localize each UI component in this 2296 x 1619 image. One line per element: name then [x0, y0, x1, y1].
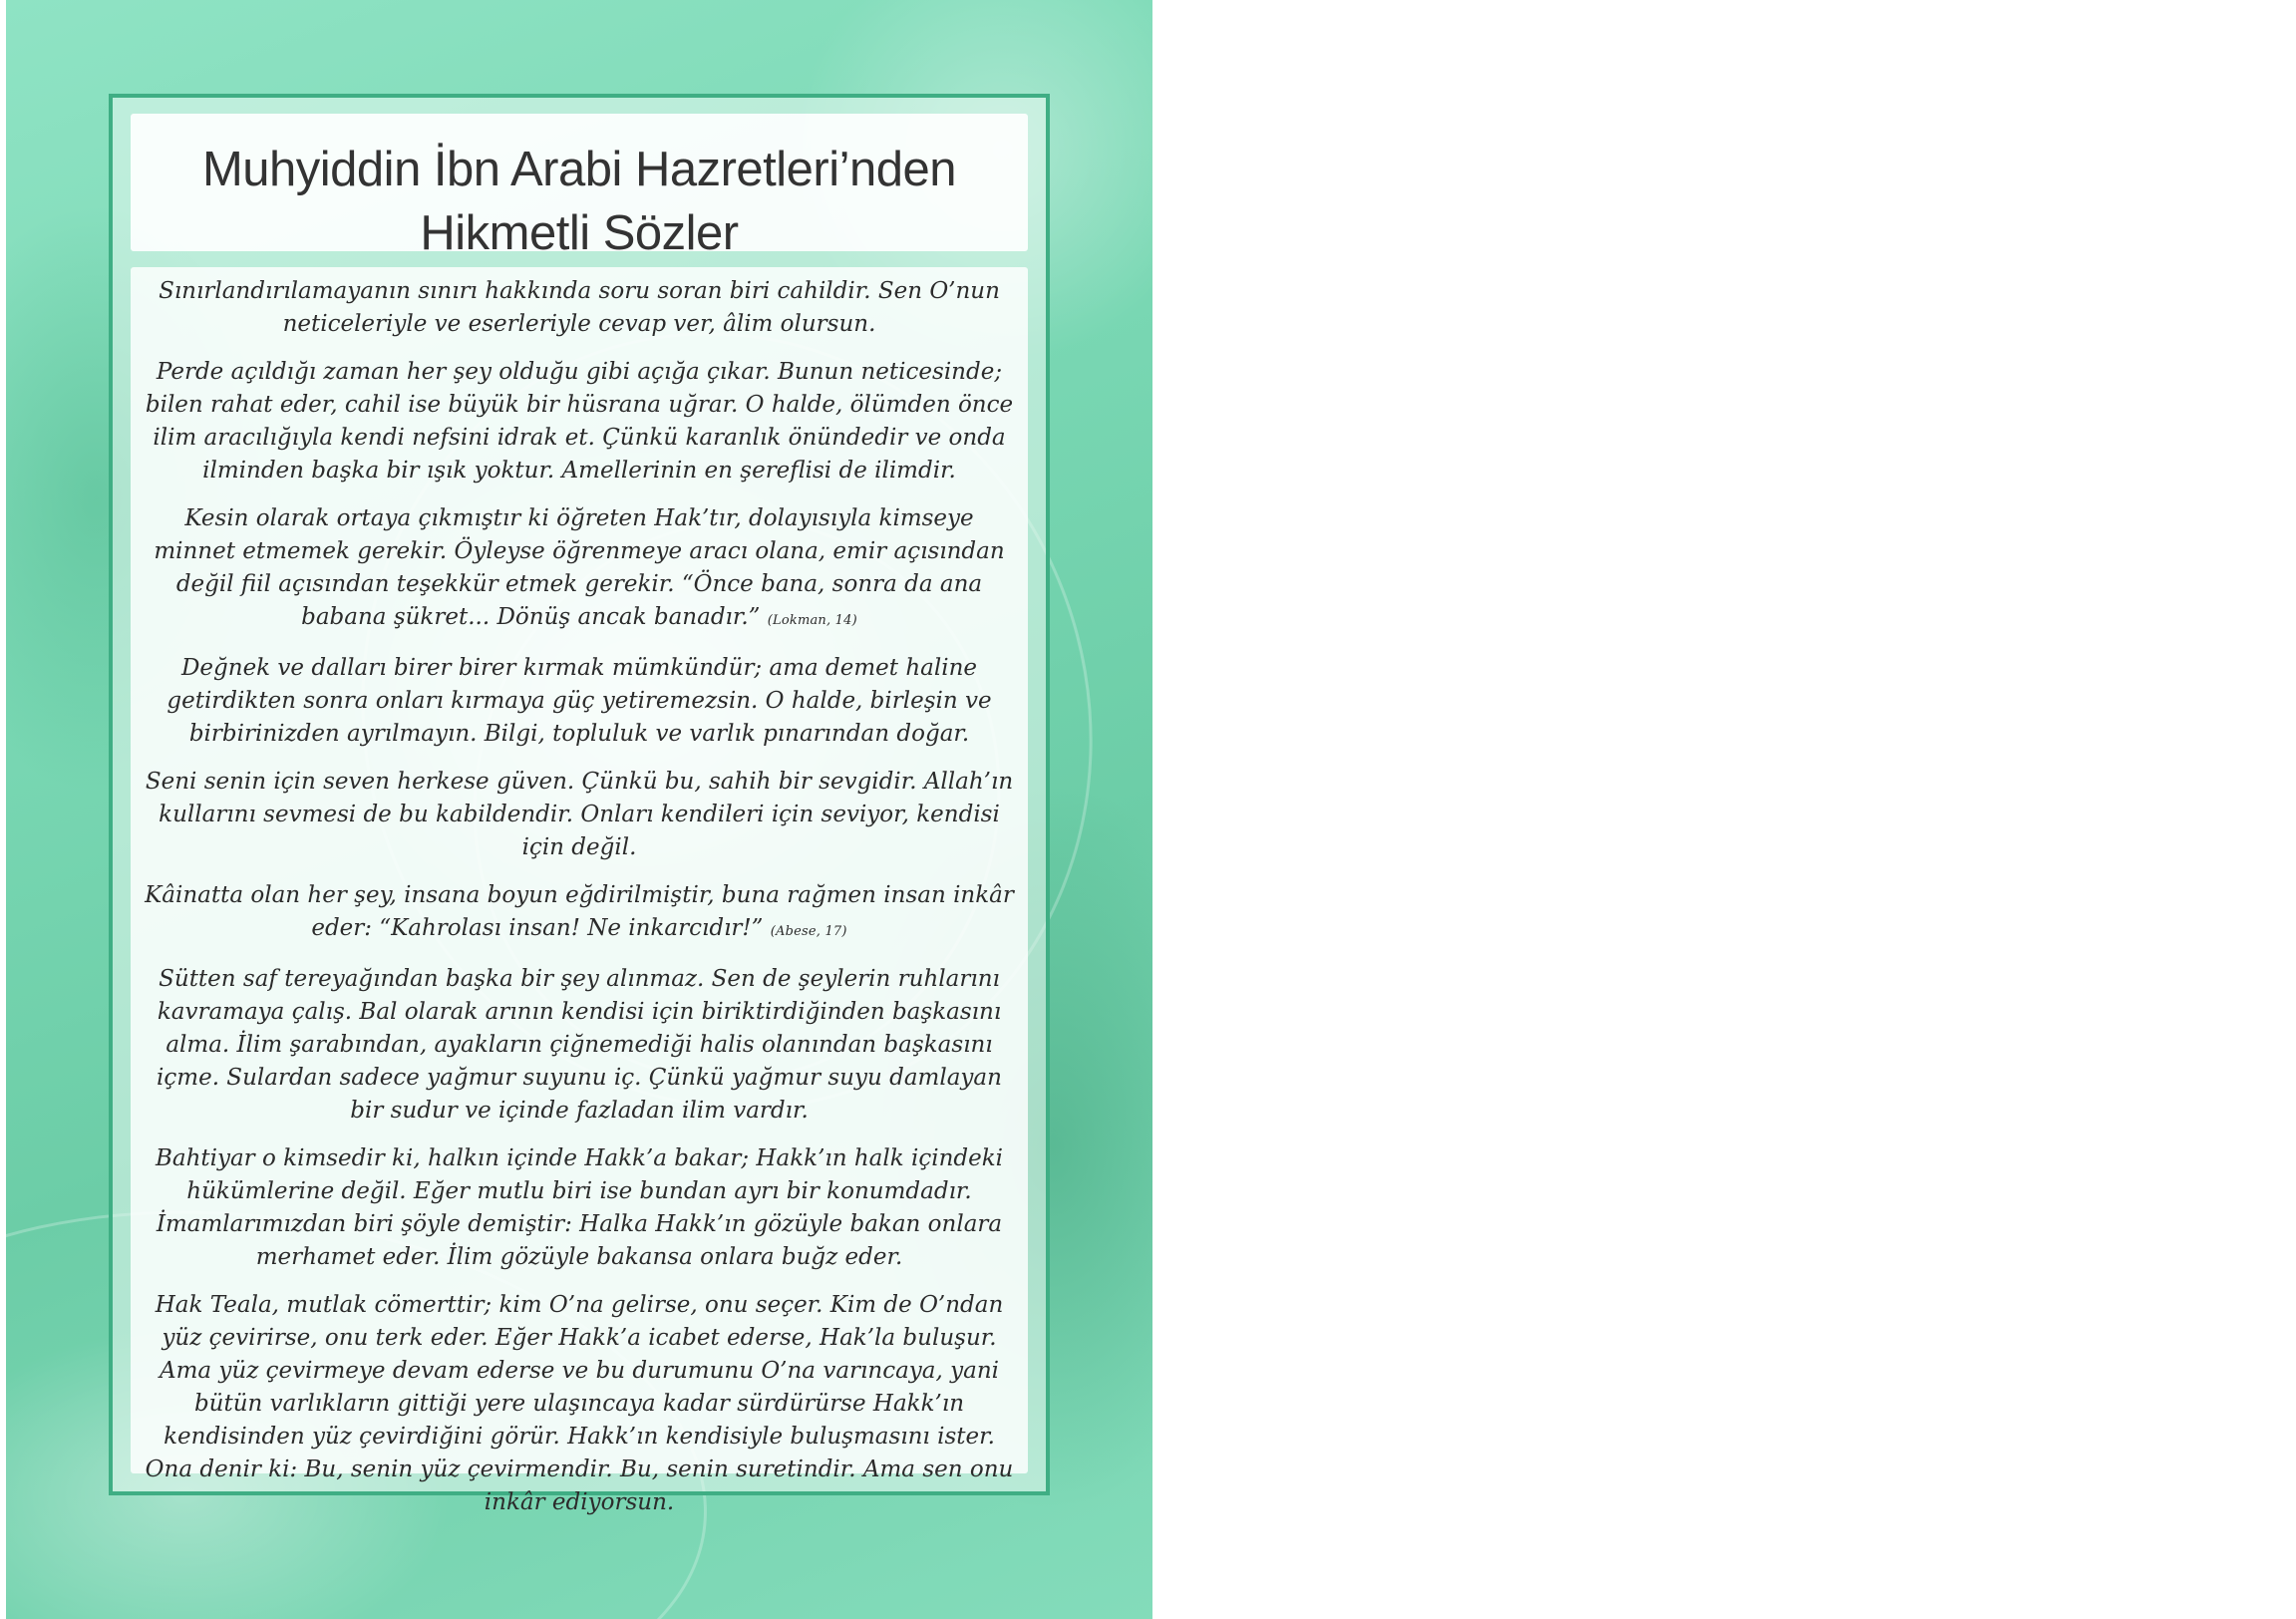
document-page: [6, 0, 1152, 1619]
quote-reference: (Lokman, 14): [767, 613, 857, 628]
quote-9: [143, 1289, 1016, 1519]
quote-1: [143, 275, 1016, 341]
title-box: [131, 114, 1028, 260]
page-title: [131, 114, 1028, 265]
quotes-box: [131, 267, 1028, 1515]
quote-text: Sütten saf tereyağından başka bir şey alınmaz. Sen de şeylerin ruhlarını kavramaya çalış. Bal olarak arının kendisi için biriktirdiğinden başkasını alma. İlim şarabından, ayakların çiğnemediği halis olanından başkasını içme. Sulardan sadece yağmur suyunu iç. Çünkü yağmur suyu damlayan bir sudur ve içinde fazladan ilim vardır.: [157, 966, 1002, 1124]
quote-text: Kâinatta olan her şey, insana boyun eğdirilmiştir, buna rağmen insan inkâr eder: “Kahrolası insan! Ne inkarcıdır!”: [145, 882, 1014, 941]
quote-reference: (Abese, 17): [770, 924, 847, 939]
quote-4: [143, 652, 1016, 751]
quote-6: [143, 879, 1016, 948]
quote-text: Değnek ve dalları birer birer kırmak mümkündür; ama demet haline getirdikten sonra onları kırmaya güç yetiremezsin. O halde, birleşin ve birbirinizden ayrılmayın. Bilgi, topluluk ve varlık pınarından doğar.: [166, 655, 992, 747]
quote-text: Hak Teala, mutlak cömerttir; kim O’na gelirse, onu seçer. Kim de O’ndan yüz çevirirse, onu terk eder. Eğer Hakk’a icabet ederse, Hak’la buluşur. Ama yüz çevirmeye devam ederse ve bu durumunu O’na varıncaya, yani bütün varlıkların gittiği yere ulaşıncaya kadar sürdürürse Hakk’ın kendisinden yüz çevirdiğini görür. Hakk’ın kendisiyle buluşmasını ister. Ona denir ki: Bu, senin yüz çevirmendir. Bu, senin suretindir. Ama sen onu inkâr ediyorsun.: [145, 1292, 1014, 1515]
page-title-line-1: Muhyiddin İbn Arabi Hazretleri’nden: [201, 143, 957, 196]
content-frame: [109, 94, 1050, 1515]
quote-2: [143, 356, 1016, 487]
quote-text: Seni senin için seven herkese güven. Çünkü bu, sahih bir sevgidir. Allah’ın kullarını sevmesi de bu kabildendir. Onları kendileri için seviyor, kendisi için değil.: [145, 769, 1014, 860]
quotes-list: [131, 267, 1028, 1519]
quote-text: Bahtiyar o kimsedir ki, halkın içinde Hakk’a bakar; Hakk’ın halk içindeki hükümlerine değil. Eğer mutlu biri ise bundan ayrı bir konumdadır. İmamlarımızdan biri şöyle demiştir: Halka Hakk’ın gözüyle bakan onlara merhamet eder. İlim gözüyle bakansa onlara buğz eder.: [155, 1145, 1004, 1270]
quote-7: [143, 963, 1016, 1128]
page-title-line-2: Hikmetli Sözler: [420, 206, 739, 260]
quote-text: Sınırlandırılamayanın sınırı hakkında soru soran biri cahildir. Sen O’nun neticeleriyle ve eserleriyle cevap ver, âlim olursun.: [159, 278, 1000, 337]
quote-text: Perde açıldığı zaman her şey olduğu gibi açığa çıkar. Bunun neticesinde; bilen rahat eder, cahil ise büyük bir hüsrana uğrar. O halde, ölümden önce ilim aracılığıyla kendi nefsini idrak et. Çünkü karanlık önündedir ve onda ilminden başka bir ışık yoktur. Amellerinin en şereflisi de ilimdir.: [145, 359, 1014, 484]
quote-8: [143, 1142, 1016, 1274]
quote-text: Kesin olarak ortaya çıkmıştır ki öğreten Hak’tır, dolayısıyla kimseye minnet etmemek gerekir. Öyleyse öğrenmeye aracı olana, emir açısından değil fiil açısından teşekkür etmek gerekir. “Önce bana, sonra da ana babana şükret... Dönüş ancak banadır.”: [154, 505, 1005, 630]
quote-5: [143, 766, 1016, 864]
quote-3: [143, 502, 1016, 637]
